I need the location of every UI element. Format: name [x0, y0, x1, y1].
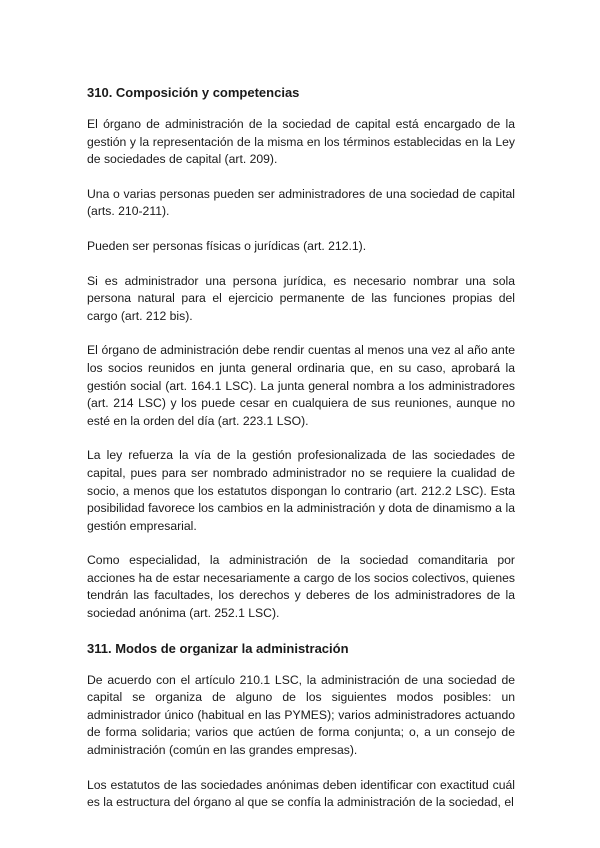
paragraph: El órgano de administración debe rendir cuentas al menos una vez al año ante los socios reunidos en junta general ordinaria que, en su caso, aprobará la gestión social (art. 164.1 LSC). La junta general nombra a los administradores (art. 214 LSC) y los puede cesar en cualquiera de sus reuniones, aunque no esté en la orden del día (art. 223.1 LSO).	[87, 343, 515, 428]
paragraph: Pueden ser personas físicas o jurídicas (art. 212.1).	[87, 238, 367, 253]
document-page	[87, 84, 515, 812]
paragraph: De acuerdo con el artículo 210.1 LSC, la administración de una sociedad de capital se organiza de alguno de los siguientes modos posibles: un administrador único (habitual en las PYMES); varios administradores actuando de forma solidaria; varios que actúen de forma conjunta; o, a un consejo de administración (común en las grandes empresas).	[87, 672, 515, 758]
paragraph: Si es administrador una persona jurídica, es necesario nombrar una sola persona natural para el ejercicio permanente de las funciones propias del cargo (art. 212 bis).	[87, 273, 515, 323]
section-heading-310: 310. Composición y competencias	[87, 85, 300, 100]
paragraph: El órgano de administración de la sociedad de capital está encargado de la gestión y la representación de la misma en los términos establecidas en la Ley de sociedades de capital (art. 209).	[87, 117, 515, 167]
paragraph: Una o varias personas pueden ser administradores de una sociedad de capital (arts. 210-211).	[87, 186, 515, 219]
paragraph: Los estatutos de las sociedades anónimas deben identificar con exactitud cuál es la estructura del órgano al que se confía la administración de la sociedad, el	[87, 777, 515, 810]
paragraph: Como especialidad, la administración de la sociedad comanditaria por acciones ha de estar necesariamente a cargo de los socios colectivos, quienes tendrán las facultades, los derechos y deberes de los administradores de la sociedad anónima (art. 252.1 LSC).	[87, 553, 515, 621]
paragraph: La ley refuerza la vía de la gestión profesionalizada de las sociedades de capital, pues para ser nombrado administrador no se requiere la cualidad de socio, a menos que los estatutos dispongan lo contrario (art. 212.2 LSC). Esta posibilidad favorece los cambios en la administración y dota de dinamismo a la gestión empresarial.	[87, 448, 515, 533]
section-heading-311: 311. Modos de organizar la administración	[87, 640, 349, 656]
